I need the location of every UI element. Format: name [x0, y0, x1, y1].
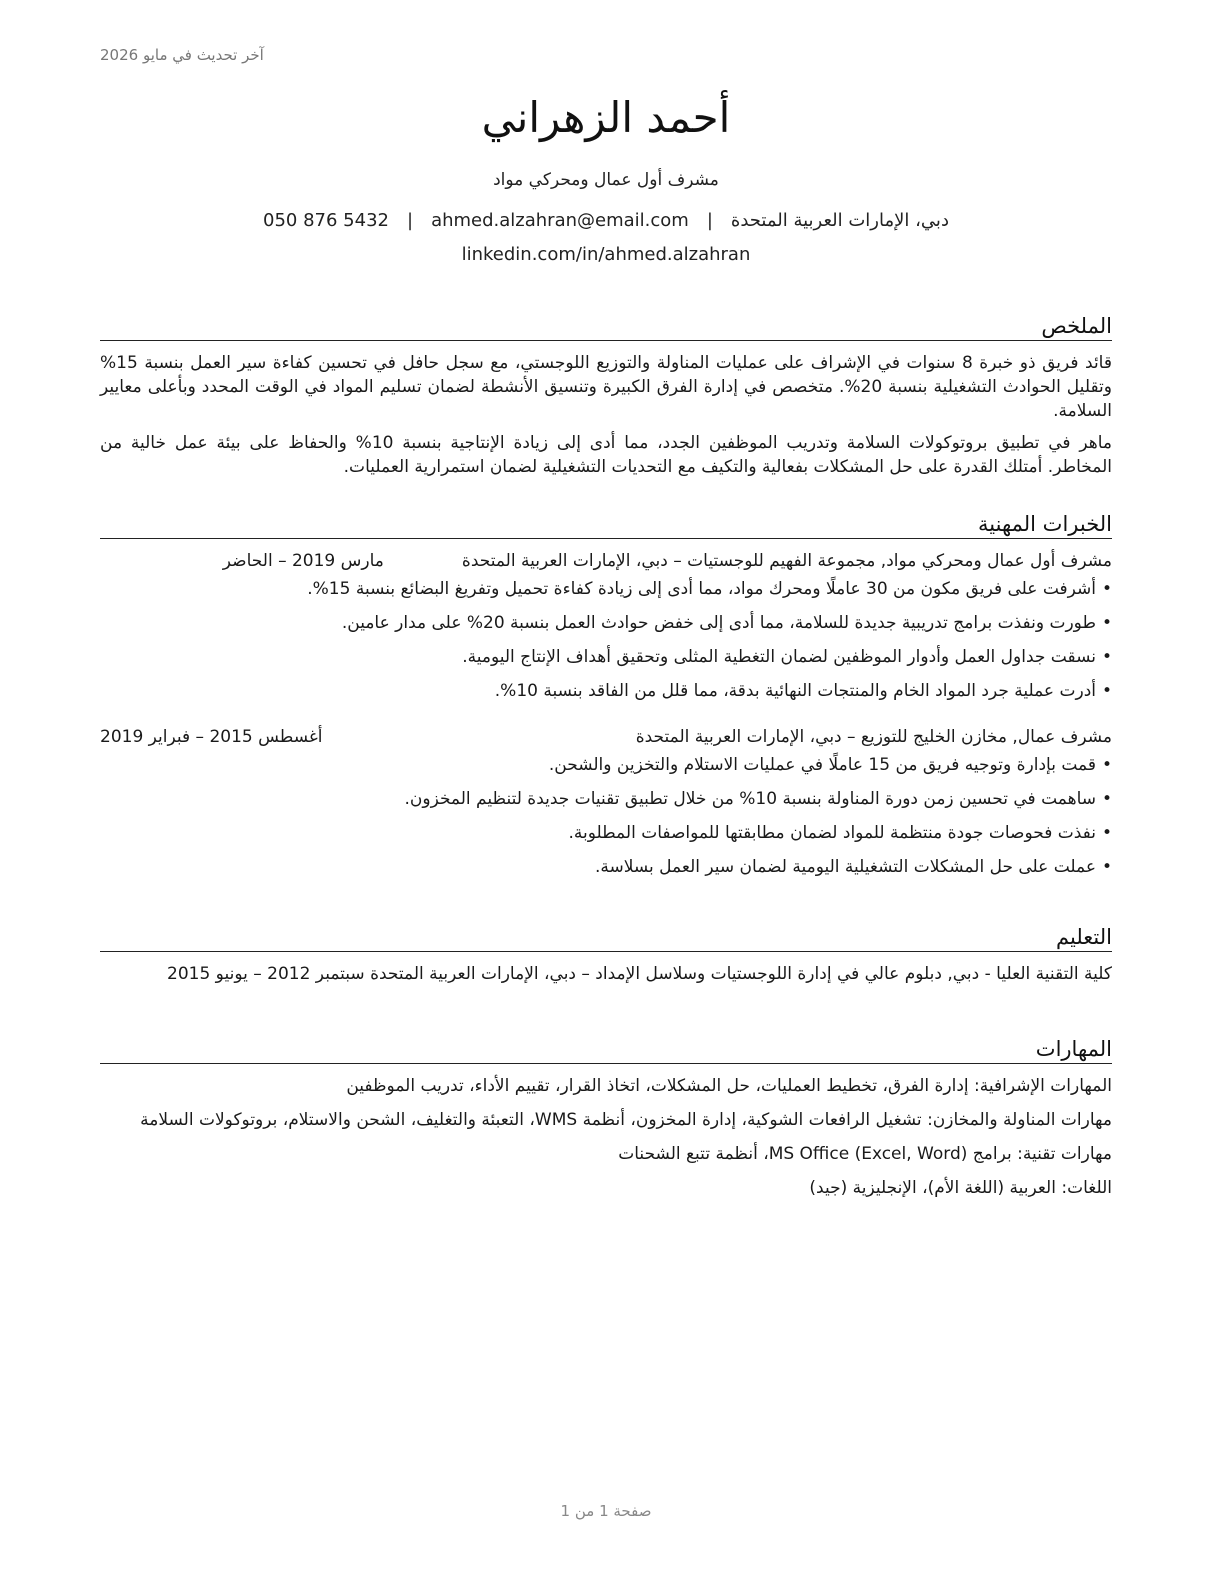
email-link[interactable]: ahmed.alzahran@email.com: [431, 210, 689, 231]
section-title-summary: الملخص: [100, 312, 1112, 341]
resume-header: [100, 86, 1112, 268]
job-bullet: • أشرفت على فريق مكون من 30 عاملًا ومحرك مواد، مما أدى إلى زيادة كفاءة تحميل وتفريغ البضائع بنسبة 15%.: [100, 577, 1112, 601]
job-entry: [100, 549, 1112, 703]
contact-separator: |: [406, 210, 414, 231]
summary-paragraph: قائد فريق ذو خبرة 8 سنوات في الإشراف على عمليات المناولة والتوزيع اللوجستي، مع سجل حافل في تحسين كفاءة سير العمل بنسبة 15% وتقليل الحوادث التشغيلية بنسبة 20%. متخصص في إدارة الفرق الكبيرة وتنسيق الأنشطة لضمان تسليم المواد في الوقت المحدد وبأعلى معايير السلامة.: [100, 353, 1112, 421]
job-header: [100, 725, 1112, 749]
job-bullet: • عملت على حل المشكلات التشغيلية اليومية لضمان سير العمل بسلاسة.: [100, 855, 1112, 879]
job-header: [100, 549, 1112, 573]
job-bullet: • طورت ونفذت برامج تدريبية جديدة للسلامة، مما أدى إلى خفض حوادث العمل بنسبة 20% على مدار عامين.: [100, 611, 1112, 635]
job-role-company: مشرف أول عمال ومحركي مواد, مجموعة الفهيم للوجستيات – دبي، الإمارات العربية المتحدة: [461, 551, 1112, 571]
education-entry: [100, 962, 1112, 986]
skills-section: [100, 1035, 1112, 1210]
experience-section: [100, 510, 1112, 879]
summary-section: [100, 312, 1112, 487]
contact-line: [100, 208, 1112, 234]
job-bullet: • نفذت فحوصات جودة منتظمة للمواد لضمان مطابقتها للمواصفات المطلوبة.: [100, 821, 1112, 845]
section-title-education: التعليم: [100, 923, 1112, 952]
location-text: دبي، الإمارات العربية المتحدة: [730, 210, 949, 231]
candidate-name: أحمد الزهراني: [481, 93, 731, 142]
page-number: صفحة 1 من 1: [560, 1502, 652, 1520]
candidate-title: مشرف أول عمال ومحركي مواد: [493, 170, 719, 190]
job-role-company: مشرف عمال, مخازن الخليج للتوزيع – دبي، الإمارات العربية المتحدة: [635, 727, 1112, 747]
education-section: [100, 923, 1112, 994]
phone-text: 050 876 5432: [263, 210, 389, 231]
job-entry: [100, 725, 1112, 879]
skill-line: المهارات الإشرافية: إدارة الفرق، تخطيط العمليات، حل المشكلات، اتخاذ القرار، تقييم الأداء، تدريب الموظفين: [346, 1076, 1112, 1096]
job-dates: مارس 2019 – الحاضر: [222, 551, 384, 571]
section-title-skills: المهارات: [100, 1035, 1112, 1064]
skill-line: مهارات تقنية: برامج MS Office (Excel, Word)، أنظمة تتبع الشحنات: [618, 1144, 1112, 1164]
skill-line: مهارات المناولة والمخازن: تشغيل الرافعات الشوكية، إدارة المخزون، أنظمة WMS، التعبئة والتغليف، الشحن والاستلام، بروتوكولات السلامة: [140, 1110, 1112, 1130]
job-bullet: • أدرت عملية جرد المواد الخام والمنتجات النهائية بدقة، مما قلل من الفاقد بنسبة 10%.: [100, 679, 1112, 703]
education-dates: سبتمبر 2012 – يونيو 2015: [167, 964, 365, 984]
job-bullet: • نسقت جداول العمل وأدوار الموظفين لضمان التغطية المثلى وتحقيق أهداف الإنتاج اليومية.: [100, 645, 1112, 669]
job-bullet: • قمت بإدارة وتوجيه فريق من 15 عاملًا في عمليات الاستلام والتخزين والشحن.: [100, 753, 1112, 777]
skill-line: اللغات: العربية (اللغة الأم)، الإنجليزية (جيد): [809, 1178, 1112, 1198]
job-dates: أغسطس 2015 – فبراير 2019: [100, 727, 323, 747]
resume-page: [100, 0, 1112, 1584]
section-title-experience: الخبرات المهنية: [100, 510, 1112, 539]
job-bullet: • ساهمت في تحسين زمن دورة المناولة بنسبة 10% من خلال تطبيق تقنيات جديدة لتنظيم المخزون.: [100, 787, 1112, 811]
education-institution: كلية التقنية العليا - دبي, دبلوم عالي في إدارة اللوجستيات وسلاسل الإمداد – دبي، الإمارات العربية المتحدة: [370, 964, 1112, 984]
summary-paragraph: ماهر في تطبيق بروتوكولات السلامة وتدريب الموظفين الجدد، مما أدى إلى زيادة الإنتاجية بنسبة 10% والحفاظ على بيئة عمل خالية من المخاطر. أمتلك القدرة على حل المشكلات بفعالية والتكيف مع التحديات التشغيلية لضمان استمرارية العمليات.: [100, 433, 1112, 477]
job-bullets: [100, 753, 1112, 879]
last-updated-text: آخر تحديث في مايو 2026: [100, 46, 264, 64]
contact-separator: |: [706, 210, 713, 231]
job-bullets: [100, 577, 1112, 703]
linkedin-link[interactable]: linkedin.com/in/ahmed.alzahran: [461, 244, 751, 265]
